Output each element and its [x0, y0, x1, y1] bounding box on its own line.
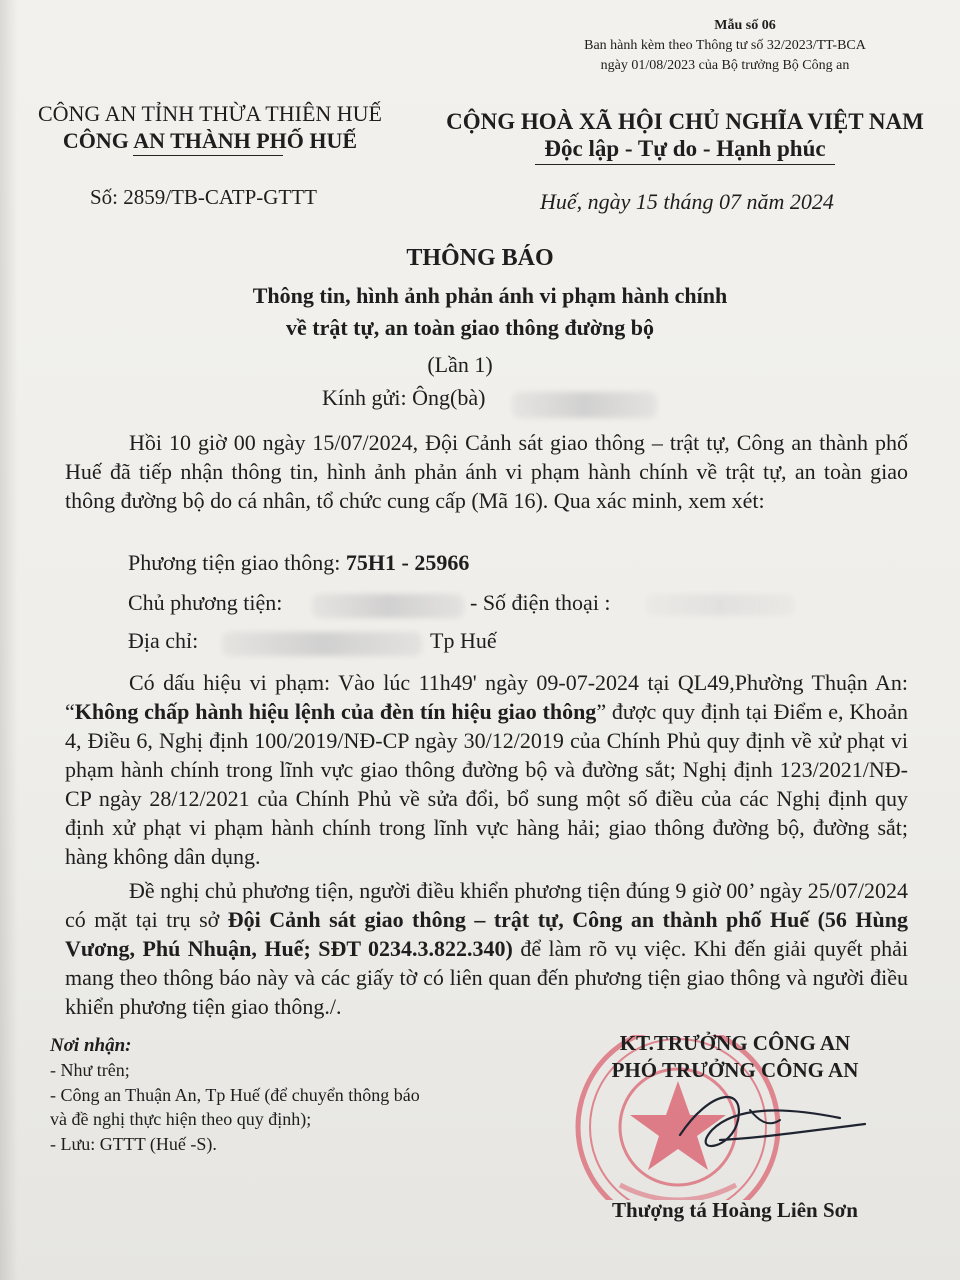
notice-round: (Lần 1): [427, 352, 493, 377]
form-number: Mẫu số 06: [714, 18, 776, 33]
redacted-recipient-name: [512, 392, 657, 418]
document-title: THÔNG BÁO: [406, 245, 554, 271]
national-motto: Độc lập - Tự do - Hạnh phúc: [544, 136, 826, 161]
vehicle-label: Phương tiện giao thông:: [128, 550, 346, 575]
signatory-authority: KT.TRƯỞNG CÔNG AN: [619, 1031, 851, 1055]
recipient-item: - Công an Thuận An, Tp Huế (để chuyển thông báo: [50, 1085, 420, 1105]
intro-paragraph: Hồi 10 giờ 00 ngày 15/07/2024, Đội Cảnh sát giao thông – trật tự, Công an thành phố Huế đã tiếp nhận thông tin, hình ảnh phản ánh vi phạm hành chính về trật tự, an toàn giao thông đường bộ do cá nhân, tổ chức cung cấp (Mã 16). Qua xác minh, xem xét:: [65, 430, 908, 513]
request-paragraph: [65, 876, 908, 1021]
recipient-item: và đề nghị thực hiện theo quy định);: [50, 1109, 312, 1129]
signer-name: Thượng tá Hoàng Liên Sơn: [612, 1198, 858, 1222]
form-issued-line1: Ban hành kèm theo Thông tư số 32/2023/TT-BCA: [584, 38, 866, 53]
owner-label: Chủ phương tiện:: [128, 590, 283, 615]
office-address: Đội Cảnh sát giao thông – trật tự, Công an thành phố Huế (56 Hùng Vương, Phú Nhuận, Huế; SĐT 0234.3.822.340): [65, 907, 908, 961]
recipient-item: - Như trên;: [50, 1060, 130, 1080]
recipients-title: Nơi nhận:: [50, 1035, 132, 1056]
violation-intro: Có dấu hiệu vi phạm: Vào lúc 11h49' ngày 09-07-2024 tại QL49,Phường Thuận An: “: [65, 670, 908, 724]
page-shadow: [0, 0, 18, 1280]
issuer-name: CÔNG AN THÀNH PHỐ HUẾ: [62, 128, 358, 153]
violation-description: Không chấp hành hiệu lệnh của đèn tín hiệu giao thông: [74, 699, 597, 724]
document-subtitle-2: về trật tự, an toàn giao thông đường bộ: [285, 315, 654, 340]
phone-label: - Số điện thoại :: [470, 590, 611, 615]
place-date: Huế, ngày 15 tháng 07 năm 2024: [540, 189, 834, 214]
motto-underline: [535, 164, 835, 165]
address-label: Địa chỉ:: [128, 628, 199, 653]
signatory-title: PHÓ TRƯỞNG CÔNG AN: [611, 1058, 859, 1082]
vehicle-line: [128, 550, 469, 576]
document-number: Số: 2859/TB-CATP-GTTT: [90, 185, 317, 209]
redacted-address: [222, 632, 422, 656]
handwritten-signature: [650, 1080, 880, 1180]
address-city: Tp Huế: [430, 628, 497, 653]
license-plate: 75H1 - 25966: [345, 550, 470, 575]
form-issued-line2: ngày 01/08/2023 của Bộ trưởng Bộ Công an: [600, 58, 850, 73]
recipient-item: - Lưu: GTTT (Huế -S).: [50, 1134, 217, 1154]
redacted-owner-name: [312, 594, 464, 618]
request-intro: Đề nghị chủ phương tiện, người điều khiển phương tiện đúng 9 giờ 00’ ngày 25/07/2024 có mặt tại trụ sở: [65, 878, 908, 932]
document-subtitle-1: Thông tin, hình ảnh phản ánh vi phạm hành chính: [252, 283, 728, 308]
violation-paragraph: [65, 668, 908, 871]
issuer-underline: [133, 155, 283, 156]
violation-legal-basis: ” được quy định tại Điểm e, Khoản 4, Điều 6, Nghị định 100/2019/NĐ-CP ngày 30/12/2019 của Chính Phủ quy định về xử phạt vi phạm hành chính trong lĩnh vực giao thông đường bộ và đường sắt; Nghị định 123/2021/NĐ-CP ngày 28/12/2021 của Chính Phủ về sửa đổi, bổ sung một số điều của các Nghị định quy định xử phạt vi phạm hành chính trong lĩnh vực hàng hải; giao thông đường bộ, đường sắt; hàng không dân dụng.: [65, 699, 909, 869]
greeting-label: Kính gửi: Ông(bà): [322, 385, 486, 410]
request-instructions: để làm rõ vụ việc. Khi đến giải quyết phải mang theo thông báo này và các giấy tờ có liên quan đến phương tiện giao thông và người điều khiển phương tiện giao thông./.: [65, 936, 908, 1019]
national-title: CỘNG HOÀ XÃ HỘI CHỦ NGHĨA VIỆT NAM: [446, 109, 924, 134]
redacted-phone-number: [645, 594, 795, 616]
issuer-parent: CÔNG AN TỈNH THỪA THIÊN HUẾ: [37, 101, 382, 126]
